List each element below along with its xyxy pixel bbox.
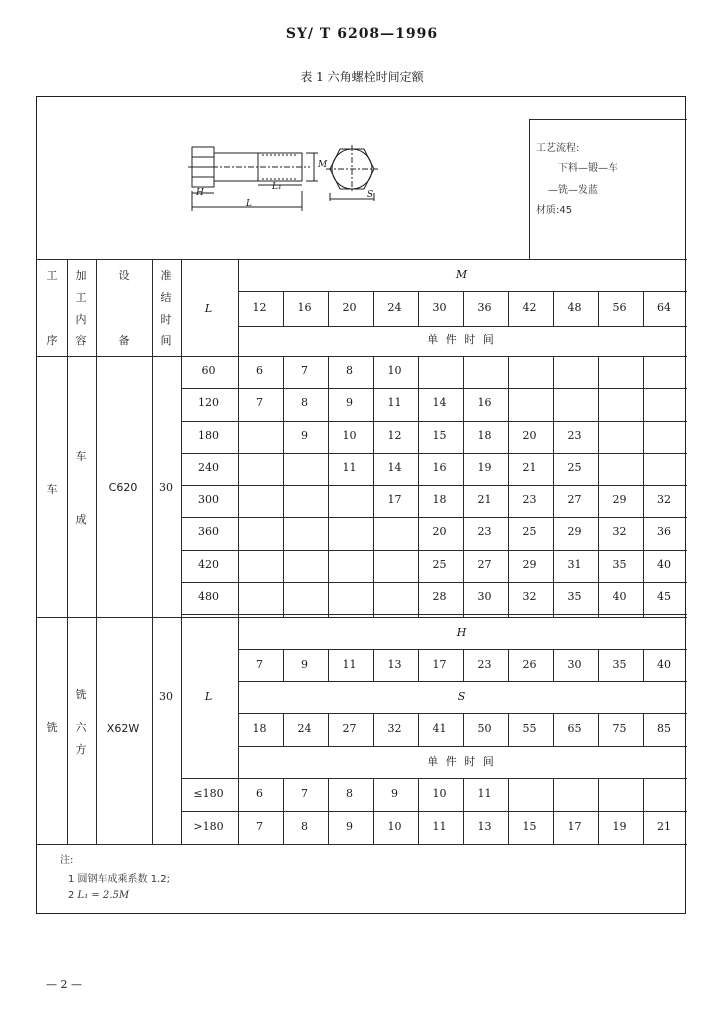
notes-title: 注:	[60, 855, 74, 866]
mill-cell: 9	[346, 820, 353, 833]
grid-line	[181, 485, 687, 486]
mill-h-value: 7	[256, 658, 263, 671]
turn-row-l: 420	[198, 558, 219, 571]
turn-cell: 21	[522, 461, 537, 474]
mill-cell: 11	[432, 820, 447, 833]
turn-setup-time: 30	[159, 481, 173, 494]
turn-cell: 29	[567, 525, 582, 538]
header-jiagong-4: 容	[75, 334, 87, 347]
mill-cell: 17	[567, 820, 582, 833]
turn-cell: 14	[432, 396, 447, 409]
header-zhunjie-1: 准	[160, 269, 172, 282]
header-zhunjie-4: 间	[160, 334, 172, 347]
mill-h-value: 23	[477, 658, 492, 671]
turn-cell: 18	[432, 493, 447, 506]
turn-cell: 23	[567, 429, 582, 442]
turn-cell: 21	[477, 493, 492, 506]
drawing-label-l1: L₁	[272, 182, 282, 192]
mill-cell: 8	[301, 820, 308, 833]
m-value: 30	[432, 301, 447, 314]
turn-cell: 29	[612, 493, 627, 506]
turn-cell: 8	[301, 396, 308, 409]
grid-line	[37, 259, 687, 260]
turn-row-l: 180	[198, 429, 219, 442]
m-value: 36	[477, 301, 492, 314]
mill-s-value: 41	[432, 722, 447, 735]
grid-line	[238, 326, 687, 327]
turn-cell: 9	[301, 429, 308, 442]
mill-setup-time: 30	[159, 690, 173, 703]
note-2-label	[68, 890, 129, 901]
m-value: 12	[252, 301, 267, 314]
turn-row-l: 60	[201, 364, 216, 377]
document-header: SY/ T 6208—1996	[285, 26, 439, 42]
mill-h-value: 26	[522, 658, 537, 671]
grid-line	[598, 356, 599, 617]
mill-equipment: X62W	[106, 722, 140, 735]
m-value: 48	[567, 301, 582, 314]
turn-equipment: C620	[108, 481, 138, 494]
turn-cell: 15	[432, 429, 447, 442]
turn-cell: 27	[567, 493, 582, 506]
mill-l-label: L	[204, 690, 213, 703]
mill-cell: 10	[387, 820, 402, 833]
turn-cell: 25	[522, 525, 537, 538]
turn-content-2: 成	[75, 513, 87, 526]
turn-cell: 6	[256, 364, 263, 377]
note-2-prefix: 2	[68, 890, 78, 901]
turn-cell: 28	[432, 590, 447, 603]
process-material: 材质:45	[536, 205, 573, 216]
turn-cell: 10	[342, 429, 357, 442]
mill-cell: 6	[256, 787, 263, 800]
note-2: L₁ = 2.5M	[77, 890, 130, 901]
turn-cell: 16	[477, 396, 492, 409]
mill-h-value: 35	[612, 658, 627, 671]
grid-line	[181, 517, 687, 518]
drawing-label-m: M	[318, 160, 328, 170]
turn-cell: 40	[612, 590, 627, 603]
grid-line	[37, 617, 687, 618]
header-jiagong-1: 加	[75, 269, 87, 282]
turn-cell: 10	[387, 364, 402, 377]
turn-cell: 32	[657, 493, 671, 506]
grid-line	[181, 614, 687, 615]
mill-cell: 11	[477, 787, 492, 800]
turn-cell: 40	[657, 558, 671, 571]
grid-line	[553, 356, 554, 617]
turn-cell: 31	[567, 558, 582, 571]
grid-line	[643, 356, 644, 617]
m-value: 20	[342, 301, 357, 314]
turn-cell: 18	[477, 429, 492, 442]
header-m: M	[455, 268, 468, 281]
mill-s-value: 85	[657, 722, 671, 735]
drawing-label-s: S	[367, 190, 374, 200]
turn-cell: 32	[522, 590, 537, 603]
page-number: — 2 —	[46, 978, 82, 991]
mill-content-2: 六	[75, 721, 87, 734]
table-caption: 表 1 六角螺栓时间定额	[300, 70, 424, 84]
turn-cell: 25	[432, 558, 447, 571]
mill-h-label: H	[456, 626, 467, 639]
turn-cell: 12	[387, 429, 402, 442]
grid-line	[181, 388, 687, 389]
grid-line	[181, 778, 687, 779]
header-jiagong-3: 内	[75, 313, 87, 326]
grid-line	[37, 356, 687, 357]
mill-unit-time: 单 件 时 间	[427, 755, 496, 768]
mill-s-value: 18	[252, 722, 267, 735]
mill-cell: 19	[612, 820, 627, 833]
header-shebei-2: 备	[118, 334, 130, 347]
mill-h-value: 40	[657, 658, 671, 671]
grid-line	[553, 778, 554, 844]
header-jiagong-2: 工	[75, 291, 87, 304]
turn-content-1: 车	[75, 450, 87, 463]
header-gongxu-1: 工	[46, 269, 58, 282]
grid-line	[508, 356, 509, 617]
turn-cell: 16	[432, 461, 447, 474]
mill-h-value: 30	[567, 658, 582, 671]
mill-h-value: 13	[387, 658, 402, 671]
mill-content-1: 铣	[75, 688, 87, 701]
drawing-label-h: H	[196, 188, 204, 198]
grid-line	[181, 550, 687, 551]
mill-s-value: 65	[567, 722, 582, 735]
turn-row-l: 480	[198, 590, 219, 603]
m-value: 64	[657, 301, 671, 314]
grid-line	[643, 778, 644, 844]
grid-line	[508, 778, 509, 844]
turn-cell: 9	[346, 396, 353, 409]
mill-cell: 7	[301, 787, 308, 800]
turn-cell: 20	[522, 429, 537, 442]
grid-line	[238, 681, 687, 682]
mill-s-value: 24	[297, 722, 312, 735]
turn-cell: 17	[387, 493, 402, 506]
process-line2: —铣—发蓝	[548, 185, 598, 196]
grid-line	[529, 119, 530, 259]
mill-s-label: S	[457, 690, 466, 703]
turn-cell: 11	[387, 396, 402, 409]
turn-cell: 7	[256, 396, 263, 409]
turn-cell: 35	[567, 590, 582, 603]
grid-line	[181, 811, 687, 812]
mill-cell: 8	[346, 787, 353, 800]
mill-row-l: ≤180	[193, 787, 224, 800]
drawing-label-l: L	[246, 199, 252, 209]
turn-cell: 23	[477, 525, 492, 538]
turn-row-l: 300	[198, 493, 219, 506]
mill-h-value: 17	[432, 658, 447, 671]
turn-cell: 30	[477, 590, 492, 603]
mill-h-value: 9	[301, 658, 308, 671]
grid-line	[67, 259, 68, 844]
header-unit-time: 单 件 时 间	[427, 333, 496, 346]
mill-cell: 15	[522, 820, 537, 833]
turn-cell: 20	[432, 525, 447, 538]
mill-s-value: 50	[477, 722, 492, 735]
grid-line	[529, 119, 687, 120]
mill-content-3: 方	[75, 743, 87, 756]
process-title: 工艺流程:	[536, 143, 580, 154]
mill-cell: 9	[391, 787, 398, 800]
turn-cell: 27	[477, 558, 492, 571]
process-line1: 下料—锻—车	[558, 163, 618, 174]
grid-line	[181, 259, 182, 844]
turn-row-l: 360	[198, 525, 219, 538]
mill-cell: 7	[256, 820, 263, 833]
mill-cell: 13	[477, 820, 492, 833]
turn-process: 车	[46, 483, 58, 496]
grid-line	[238, 746, 687, 747]
header-zhunjie-2: 结	[160, 291, 172, 304]
m-value: 24	[387, 301, 402, 314]
turn-cell: 19	[477, 461, 492, 474]
turn-cell: 36	[657, 525, 671, 538]
header-shebei-1: 设	[118, 269, 130, 282]
turn-cell: 25	[567, 461, 582, 474]
turn-cell: 45	[657, 590, 671, 603]
m-value: 56	[612, 301, 627, 314]
mill-row-l: >180	[193, 820, 224, 833]
mill-s-value: 32	[387, 722, 402, 735]
grid-line	[152, 259, 153, 844]
turn-cell: 11	[342, 461, 357, 474]
header-gongxu-2: 序	[46, 334, 58, 347]
m-value: 16	[297, 301, 312, 314]
header-l: L	[204, 302, 213, 315]
grid-line	[181, 421, 687, 422]
grid-line	[37, 844, 238, 845]
mill-s-value: 27	[342, 722, 357, 735]
grid-line	[598, 778, 599, 844]
turn-cell: 7	[301, 364, 308, 377]
turn-cell: 23	[522, 493, 537, 506]
turn-row-l: 240	[198, 461, 219, 474]
grid-line	[181, 582, 687, 583]
grid-line	[238, 844, 687, 845]
mill-s-value: 75	[612, 722, 627, 735]
grid-line	[96, 259, 97, 844]
note-1: 1 圆钢车成乘系数 1.2;	[68, 874, 170, 885]
header-zhunjie-3: 时	[160, 313, 172, 326]
turn-cell: 32	[612, 525, 627, 538]
turn-cell: 14	[387, 461, 402, 474]
mill-s-value: 55	[522, 722, 537, 735]
bolt-drawing	[180, 135, 380, 225]
turn-row-l: 120	[198, 396, 219, 409]
turn-cell: 35	[612, 558, 627, 571]
mill-cell: 10	[432, 787, 447, 800]
mill-cell: 21	[657, 820, 671, 833]
grid-line	[181, 453, 687, 454]
m-value: 42	[522, 301, 537, 314]
turn-cell: 29	[522, 558, 537, 571]
turn-cell: 8	[346, 364, 353, 377]
mill-process: 铣	[46, 721, 58, 734]
mill-h-value: 11	[342, 658, 357, 671]
